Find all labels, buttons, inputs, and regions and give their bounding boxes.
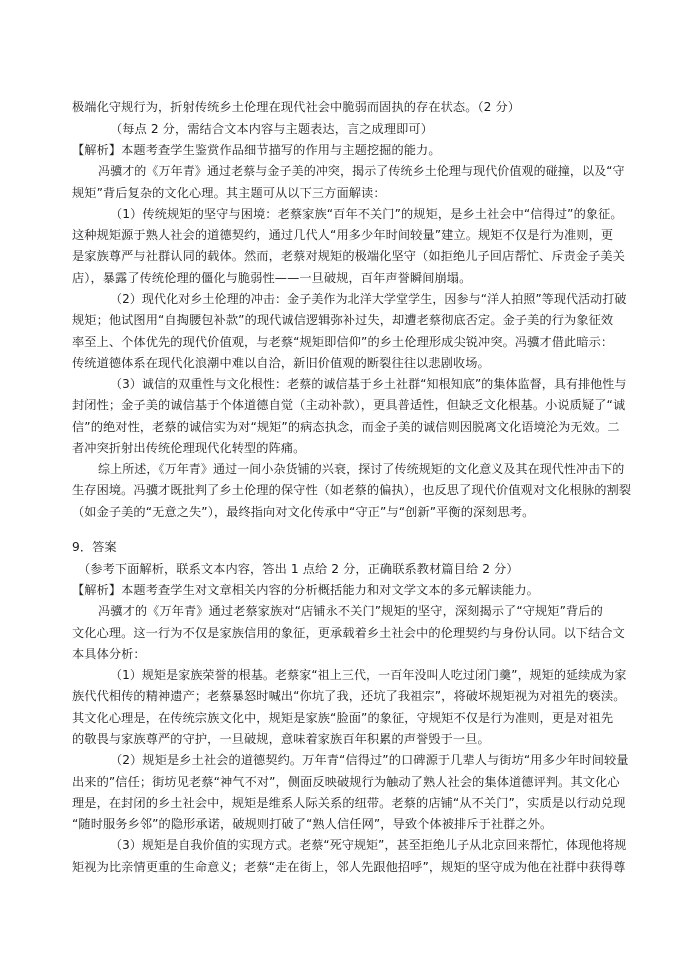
analysis-heading: 【解析】本题考查学生对文章相关内容的分析概括能力和对文学文本的多元解读能力。 (72, 583, 539, 597)
paragraph-line: “随时服务乡邻”的隐形承诺，破规则打破了“熟人信任网”，导致个体被排斥于社群之外。 (72, 817, 553, 831)
paragraph-line: 规矩；他试图用“自掏腰包补款”的现代诚信逻辑弥补过失，却遭老蔡彻底否定。金子美的行为象征效 (72, 313, 614, 327)
paragraph-line: 者冲突折射出传统伦理现代化转型的阵痛。 (72, 441, 306, 455)
scoring-note: （参考下面解析，联系文本内容，答出 1 点给 2 分，正确联系教材篇目给 2 分） (78, 562, 519, 576)
paragraph-line: 冯骥才的《万年青》通过老蔡与金子美的冲突，揭示了传统乡土伦理与现代价值观的碰撞，以及“守 (98, 164, 625, 178)
answer-heading: 9．答案 (72, 540, 117, 554)
paragraph-line: 率至上、个体优先的现代价值观，与老蔡“规矩即信仰”的乡土伦理形成尖锐冲突。冯骥才借此暗示： (72, 335, 614, 349)
paragraph-line: 是家族尊严与社群认同的载体。然而，老蔡对规矩的极端化坚守（如拒绝儿子回店帮忙、斥责金子美关 (72, 249, 625, 263)
paragraph-line: （3）诚信的双重性与文化根性：老蔡的诚信基于乡土社群“知根知底”的集体监督，具有排他性与 (110, 377, 627, 391)
paragraph-line: 封闭性；金子美的诚信基于个体道德自觉（主动补款），更具普适性，但缺乏文化根基。小说质疑了“诚 (72, 398, 626, 412)
paragraph-line: 其文化心理是，在传统宗族文化中，规矩是家族“脸面”的象征，守规矩不仅是行为准则，更是对祖先 (72, 711, 614, 725)
paragraph-line: 生存困境。冯骥才既批判了乡土伦理的保守性（如老蔡的偏执），也反思了现代价值观对文化根脉的割裂 (72, 483, 632, 497)
scoring-note: （每点 2 分，需结合文本内容与主题表达，言之成理即可） (110, 122, 433, 136)
paragraph-line: 的敬畏与家族尊严的守护，一旦破规，意味着家族百年积累的声誉毁于一旦。 (72, 732, 490, 746)
paragraph-line: 出来的”信任；街坊见老蔡“神气不对”，侧面反映破规行为触动了熟人社会的集体道德评判。其文化心 (72, 775, 620, 789)
paragraph-line: 信”的绝对性，老蔡的诚信实为对“规矩”的病态执念，而金子美的诚信则因脱离文化语境沦为无效。二 (72, 420, 620, 434)
paragraph-line: （2）规矩是乡土社会的道德契约。万年青“信得过”的口碑源于几辈人与街坊“用多少年时间较量 (110, 753, 629, 767)
paragraph-line: 传统道德体系在现代化浪潮中难以自洽，新旧价值观的断裂往往以悲剧收场。 (72, 356, 490, 370)
paragraph-line: （1）规矩是家族荣誉的根基。老蔡家“祖上三代，一百年没叫人吃过闭门羹”，规矩的延续成为家 (110, 668, 627, 682)
paragraph-line: 理是，在封闭的乡土社会中，规矩是维系人际关系的纽带。老蔡的店铺“从不关门”，实质是以行动兑现 (72, 796, 626, 810)
analysis-heading: 【解析】本题考查学生鉴赏作品细节描写的作用与主题挖掘的能力。 (72, 143, 441, 157)
paragraph-line: 这种规矩源于熟人社会的道德契约，通过几代人“用多少年时间较量”建立。规矩不仅是行为准则，更 (72, 228, 614, 242)
paragraph-line: 冯骥才的《万年青》通过老蔡家族对“店铺永不关门”规矩的坚守，深刻揭示了“守规矩”背后的 (98, 604, 603, 618)
paragraph-line: 店），暴露了传统伦理的僵化与脆弱性——一旦破规，百年声誉瞬间崩塌。 (72, 271, 472, 285)
paragraph-line: （3）规矩是自我价值的实现方式。老蔡“死守规矩”，甚至拒绝儿子从北京回来帮忙，体现他将规 (110, 838, 627, 852)
paragraph-line: 规矩”背后复杂的文化心理。其主题可从以下三方面解读： (72, 186, 386, 200)
paragraph-line: 综上所述，《万年青》通过一间小杂货铺的兴衰，探讨了传统规矩的文化意义及其在现代性冲击下的 (98, 462, 625, 476)
paragraph-line: 本具体分析： (72, 647, 146, 661)
paragraph-line: 文化心理。这一行为不仅是家族信用的象征，更承载着乡土社会中的伦理契约与身份认同。以下结合文 (72, 626, 625, 640)
paragraph-line: （1）传统规矩的坚守与困境：老蔡家族“百年不关门”的规矩，是乡土社会中“信得过”的象征。 (110, 207, 623, 221)
paragraph-line: 矩视为比亲情更重的生命意义；老蔡“走在街上，邻人先跟他招呼”，规矩的坚守成为他在社群中获得尊 (72, 860, 626, 874)
paragraph-line: （如金子美的“无意之失”），最终指向对文化传承中“守正”与“创新”平衡的深刻思考。 (72, 505, 535, 519)
paragraph-line: 族代代相传的精神遗产；老蔡暴怒时喊出“你坑了我，还坑了我祖宗”，将破坏规矩视为对祖先的亵渎。 (72, 689, 626, 703)
paragraph-line: 极端化守规行为，折射传统乡土伦理在现代社会中脆弱而固执的存在状态。（2 分） (72, 100, 521, 114)
paragraph-line: （2）现代化对乡土伦理的冲击：金子美作为北洋大学堂学生，因参与“洋人拍照”等现代活动打破 (110, 292, 627, 306)
